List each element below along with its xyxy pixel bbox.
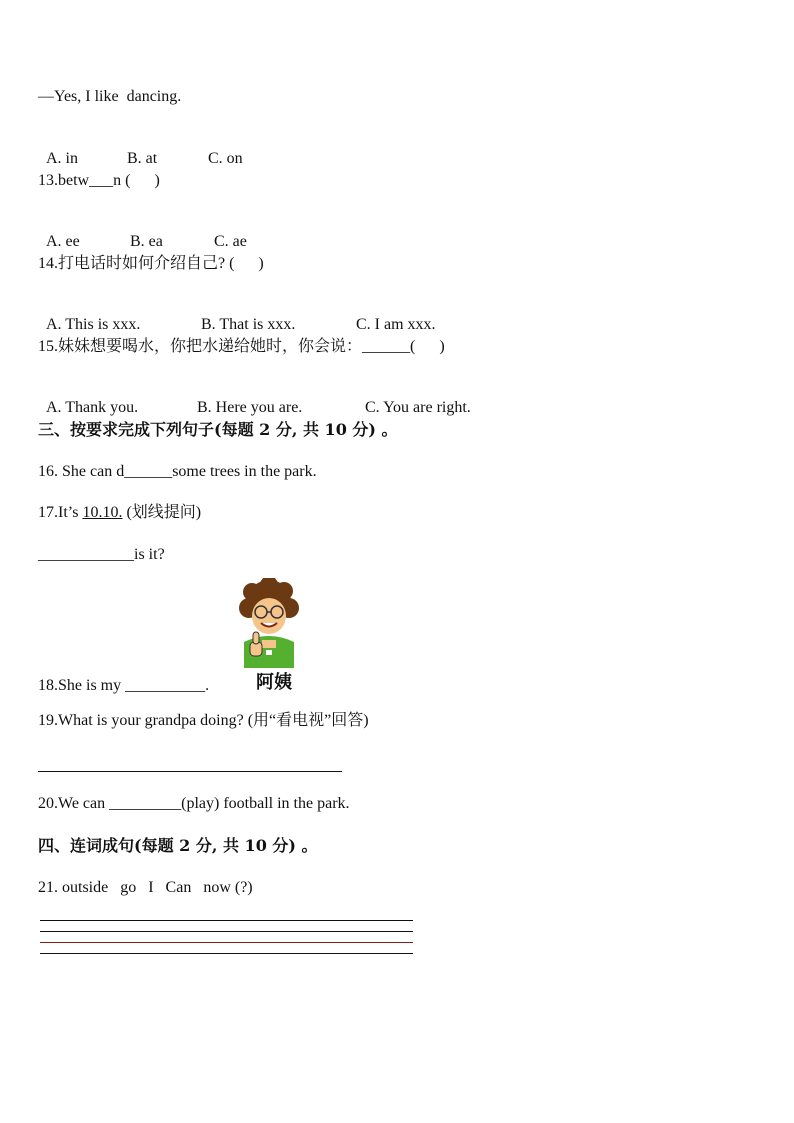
q21-stem: 21. outside go I Can now (?): [38, 879, 253, 896]
q13-stem-pre: 13.betw: [38, 172, 90, 189]
q15-stem: [38, 337, 445, 357]
q19-answer-line[interactable]: [38, 771, 342, 772]
writing-line-2: [40, 931, 413, 932]
q17-answer-post: is it?: [134, 546, 165, 563]
q12-option-b[interactable]: B. at: [127, 150, 158, 167]
writing-line-3: [40, 942, 413, 943]
writing-line-1: [40, 920, 413, 921]
thumbs-up-icon: [250, 632, 262, 656]
q15-options: [38, 378, 471, 418]
q13-stem: [38, 171, 160, 191]
q15-option-a[interactable]: A. Thank you.: [46, 399, 139, 416]
q13-blank[interactable]: ___: [89, 172, 114, 189]
q18-blank[interactable]: __________: [125, 677, 206, 694]
q20-blank[interactable]: _________: [109, 795, 182, 812]
section-4-title: 四、连词成句(每题 2 分, 共 10 分) 。: [38, 836, 318, 855]
q17-pre: 17.It’s: [38, 504, 83, 521]
aunt-illustration: [232, 578, 312, 692]
q17-post: (划线提问): [122, 504, 202, 521]
q15-option-c[interactable]: C. You are right.: [365, 399, 471, 416]
q18-pre: 18.She is my: [38, 677, 126, 694]
q20-pre: 20.We can: [38, 795, 110, 812]
q13-option-c[interactable]: C. ae: [214, 233, 247, 250]
q12-options: [38, 129, 243, 169]
q13-options: [38, 212, 247, 252]
q18-stem: [38, 676, 209, 696]
q18-post: .: [205, 677, 210, 694]
q15-blank[interactable]: ______: [362, 338, 411, 355]
q15-option-b[interactable]: B. Here you are.: [197, 399, 303, 416]
q15-stem-pre: 15.妹妹想要喝水，你把水递给她时，你会说：: [38, 338, 363, 355]
q16-stem: [38, 462, 317, 482]
q17-answer: [38, 545, 165, 565]
q16-post: some trees in the park.: [172, 463, 317, 480]
section-3-title: 三、按要求完成下列句子(每题 2 分, 共 10 分) 。: [38, 420, 398, 439]
q13-stem-post: n ( ): [113, 172, 160, 189]
q14-option-b[interactable]: B. That is xxx.: [201, 316, 296, 333]
q15-stem-post: ( ): [410, 338, 445, 355]
writing-line-4: [40, 953, 413, 954]
q12-answer-line: —Yes, I like dancing.: [38, 88, 182, 105]
q12-option-a[interactable]: A. in: [46, 150, 78, 167]
q14-option-a[interactable]: A. This is xxx.: [46, 316, 141, 333]
q17-stem: [38, 503, 201, 523]
q20-post: (play) football in the park.: [181, 795, 350, 812]
q17-underlined-time: 10.10.: [82, 504, 123, 521]
q14-options: [38, 295, 436, 335]
q14-option-c[interactable]: C. I am xxx.: [356, 316, 436, 333]
q12-option-c[interactable]: C. on: [208, 150, 243, 167]
neck-shape: [262, 640, 276, 648]
q17-answer-blank[interactable]: ____________: [38, 546, 134, 563]
q14-stem: 14.打电话时如何介绍自己? ( ): [38, 255, 264, 272]
q13-option-b[interactable]: B. ea: [130, 233, 163, 250]
q16-blank[interactable]: ______: [124, 463, 173, 480]
q16-pre: 16. She can d: [38, 463, 125, 480]
aunt-caption: 阿姨: [256, 672, 292, 692]
apron-pocket: [266, 650, 272, 655]
q19-stem: 19.What is your grandpa doing? (用“看电视”回答): [38, 712, 369, 729]
q20-stem: [38, 794, 350, 814]
q13-option-a[interactable]: A. ee: [46, 233, 80, 250]
